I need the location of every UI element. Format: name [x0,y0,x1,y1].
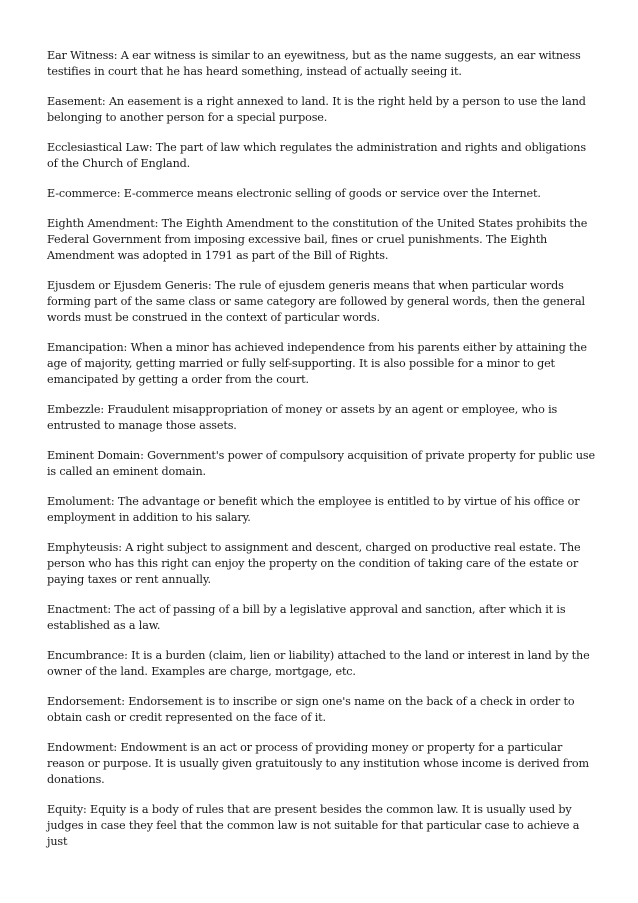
entry-enactment: Enactment: The act of passing of a bill by a legislative approval and sanction, after which it is established as a law. [47,603,566,632]
entry-embezzle: Embezzle: Fraudulent misappropriation of money or assets by an agent or employee, who is entrusted to manage those assets. [47,403,558,432]
entry-easement: Easement: An easement is a right annexed to land. It is the right held by a person to use the land belonging to another person for a special purpose. [47,95,586,124]
entry-e-commerce: E-commerce: E-commerce means electronic selling of goods or service over the Internet. [47,187,541,200]
entry-endowment: Endowment: Endowment is an act or process of providing money or property for a particular reason or purpose. It is usually given gratuitously to any institution whose income is derived from donations. [47,741,589,786]
entry-equity: Equity: Equity is a body of rules that are present besides the common law. It is usually used by judges in case they feel that the common law is not suitable for that particular case to achieve a just [47,803,580,848]
document-page [47,48,595,864]
entry-ear-witness: Ear Witness: A ear witness is similar to an eyewitness, but as the name suggests, an ear witness testifies in court that he has heard something, instead of actually seeing it. [47,49,581,78]
entry-ejusdem-generis: Ejusdem or Ejusdem Generis: The rule of ejusdem generis means that when particular words forming part of the same class or same category are followed by general words, then the general words must be construed in the context of particular words. [47,279,585,324]
entry-endorsement: Endorsement: Endorsement is to inscribe or sign one's name on the back of a check in order to obtain cash or credit represented on the face of it. [47,695,575,724]
entry-ecclesiastical-law: Ecclesiastical Law: The part of law which regulates the administration and rights and obligations of the Church of England. [47,141,586,170]
entry-eminent-domain: Eminent Domain: Government's power of compulsory acquisition of private property for public use is called an eminent domain. [47,449,595,478]
entry-encumbrance: Encumbrance: It is a burden (claim, lien or liability) attached to the land or interest in land by the owner of the land. Examples are charge, mortgage, etc. [47,649,590,678]
entry-emphyteusis: Emphyteusis: A right subject to assignment and descent, charged on productive real estate. The person who has this right can enjoy the property on the condition of taking care of the estate or paying taxes or rent annually. [47,541,581,586]
entry-emolument: Emolument: The advantage or benefit which the employee is entitled to by virtue of his office or employment in addition to his salary. [47,495,580,524]
entry-emancipation: Emancipation: When a minor has achieved independence from his parents either by attaining the age of majority, getting married or fully self-supporting. It is also possible for a minor to get emancipated by getting a order from the court. [47,341,587,386]
entry-eighth-amendment: Eighth Amendment: The Eighth Amendment to the constitution of the United States prohibits the Federal Government from imposing excessive bail, fines or cruel punishments. The Eighth Amendment was adopted in 1791 as part of the Bill of Rights. [47,217,588,262]
